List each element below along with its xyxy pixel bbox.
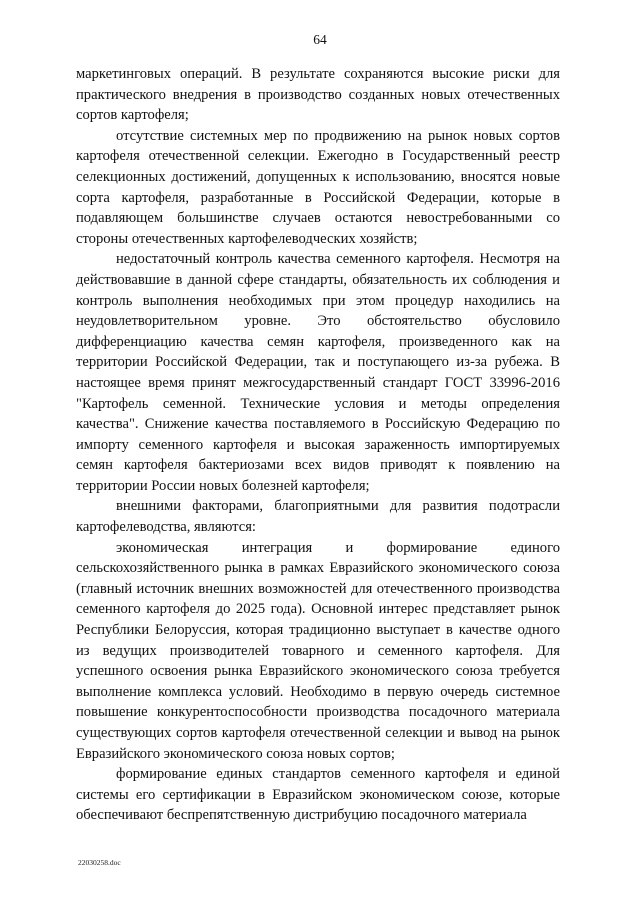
file-name-footer: 22030258.doc xyxy=(78,858,121,867)
paragraph-unified-standards: формирование единых стандартов семенного картофеля и единой системы его сертификации в Евразийском экономическом союзе, которые обеспечивают беспрепятственную дистрибуцию посадочного материала xyxy=(76,766,560,824)
paragraph-continuation: маркетинговых операций. В результате сохраняются высокие риски для практического внедрения в производство созданных новых отечественных сортов картофеля; xyxy=(76,66,560,124)
paragraph-quality-control: недостаточный контроль качества семенного картофеля. Несмотря на действовавшие в данной сфере стандарты, обязательность их соблюдения и контроль выполнения необходимых при этом процедур находились на неудовлетворительном уровне. Это обстоятельство обусловило дифференциацию качества семян картофеля, произведенного как на территории Российской Федерации, так и поступающего из-за рубежа. В настоящее время принят межгосударственный стандарт ГОСТ 33996-2016 "Картофель семенной. Технические условия и методы определения качества". Снижение качества поставляемого в Российскую Федерацию по импорту семенного картофеля и высокая зараженность импортируемых семян картофеля бактериозами всех видов приводят к появлению на территории России новых болезней картофеля; xyxy=(76,251,560,494)
document-body xyxy=(76,64,560,826)
paragraph-external-factors: внешними факторами, благоприятными для развития подотрасли картофелеводства, являются: xyxy=(76,498,560,536)
paragraph-economic-integration: экономическая интеграция и формирование единого сельскохозяйственного рынка в рамках Евразийского экономического союза (главный источник внешних возможностей для отечественного производства семенного картофеля до 2025 года). Основной интерес представляет рынок Республики Белоруссия, которая традиционно выступает в качестве одного из ведущих производителей товарного и семенного картофеля. Для успешного освоения рынка Евразийского экономического союза требуется выполнение комплекса условий. Необходимо в первую очередь системное повышение конкурентоспособности производства посадочного материала существующих сортов картофеля отечественной селекции и вывод на рынок Евразийского экономического союза новых сортов; xyxy=(76,539,560,762)
paragraph-promotion-measures: отсутствие системных мер по продвижению на рынок новых сортов картофеля отечественной селекции. Ежегодно в Государственный реестр селекционных достижений, допущенных к использованию, вносятся новые сорта картофеля, разработанные в Российской Федерации, которые в подавляющем большинстве случаев остаются невостребованными со стороны отечественных картофелеводческих хозяйств; xyxy=(76,127,560,247)
page-number: 64 xyxy=(313,32,327,47)
